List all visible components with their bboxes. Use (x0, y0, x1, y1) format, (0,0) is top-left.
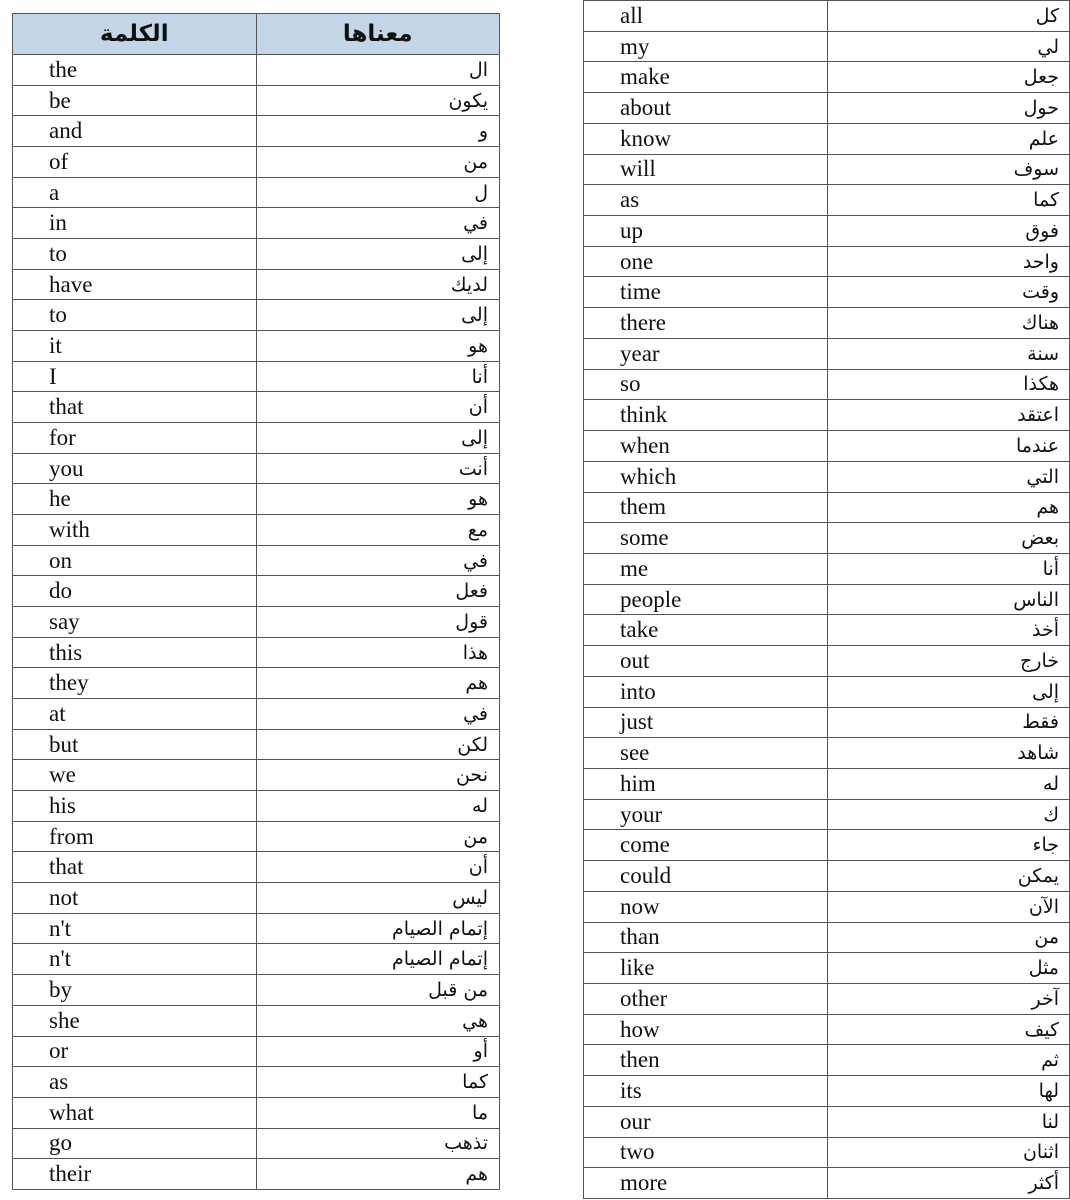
arabic-meaning-cell: كل (828, 1, 1070, 32)
arabic-meaning-cell: وقت (828, 277, 1070, 308)
table-row (584, 922, 1070, 953)
table-row (13, 116, 500, 147)
arabic-meaning-cell: من (256, 147, 500, 178)
arabic-meaning-cell: لنا (828, 1106, 1070, 1137)
english-word-cell: as (584, 185, 828, 216)
table-row (13, 607, 500, 638)
english-word-cell: have (13, 269, 257, 300)
table-header-row (13, 14, 500, 55)
english-word-cell: with (13, 515, 257, 546)
table-row (584, 891, 1070, 922)
table-row (584, 277, 1070, 308)
vocabulary-table-left (12, 13, 500, 1190)
table-row (13, 55, 500, 86)
table-row (13, 1036, 500, 1067)
table-row (13, 1067, 500, 1098)
english-word-cell: she (13, 1005, 257, 1036)
table-row (584, 1045, 1070, 1076)
english-word-cell: that (13, 852, 257, 883)
table-row (584, 62, 1070, 93)
arabic-meaning-cell: أنا (828, 553, 1070, 584)
table-row (584, 707, 1070, 738)
table-row (584, 984, 1070, 1015)
table-row (13, 883, 500, 914)
english-word-cell: not (13, 883, 257, 914)
arabic-meaning-cell: أكثر (828, 1168, 1070, 1199)
table-row (584, 584, 1070, 615)
arabic-meaning-cell: سوف (828, 154, 1070, 185)
arabic-meaning-cell: واحد (828, 246, 1070, 277)
arabic-meaning-cell: له (828, 768, 1070, 799)
english-word-cell: than (584, 922, 828, 953)
table-row (584, 154, 1070, 185)
arabic-meaning-cell: في (256, 545, 500, 576)
english-word-cell: a (13, 177, 257, 208)
table-row (584, 1106, 1070, 1137)
table-row (584, 646, 1070, 677)
english-word-cell: how (584, 1014, 828, 1045)
table-row (13, 944, 500, 975)
arabic-meaning-cell: مثل (828, 953, 1070, 984)
arabic-meaning-cell: هي (256, 1005, 500, 1036)
english-word-cell: year (584, 338, 828, 369)
table-row (584, 553, 1070, 584)
table-row (13, 576, 500, 607)
english-word-cell: my (584, 31, 828, 62)
english-word-cell: his (13, 791, 257, 822)
table-row (13, 1159, 500, 1190)
table-row (13, 821, 500, 852)
english-word-cell: do (13, 576, 257, 607)
english-word-cell: so (584, 369, 828, 400)
table-row (584, 400, 1070, 431)
arabic-meaning-cell: أنا (256, 361, 500, 392)
table-row (584, 799, 1070, 830)
english-word-cell: will (584, 154, 828, 185)
arabic-meaning-cell: هم (256, 668, 500, 699)
table-row (584, 523, 1070, 554)
table-row (13, 239, 500, 270)
english-word-cell: make (584, 62, 828, 93)
table-row (13, 453, 500, 484)
table-row (13, 269, 500, 300)
table-row (584, 185, 1070, 216)
english-word-cell: that (13, 392, 257, 423)
english-word-cell: know (584, 123, 828, 154)
english-word-cell: people (584, 584, 828, 615)
arabic-meaning-cell: حول (828, 93, 1070, 124)
arabic-meaning-cell: من (828, 922, 1070, 953)
arabic-meaning-cell: ك (828, 799, 1070, 830)
english-word-cell: as (13, 1067, 257, 1098)
arabic-meaning-cell: خارج (828, 646, 1070, 677)
table-row (13, 423, 500, 454)
english-word-cell: he (13, 484, 257, 515)
english-word-cell: for (13, 423, 257, 454)
table-row (13, 729, 500, 760)
english-word-cell: into (584, 676, 828, 707)
english-word-cell: n't (13, 913, 257, 944)
english-word-cell: I (13, 361, 257, 392)
english-word-cell: when (584, 431, 828, 462)
table-row (584, 1014, 1070, 1045)
table-row (584, 615, 1070, 646)
table-row (13, 300, 500, 331)
arabic-meaning-cell: الآن (828, 891, 1070, 922)
english-word-cell: and (13, 116, 257, 147)
table-row (584, 93, 1070, 124)
table-row (584, 768, 1070, 799)
english-word-cell: see (584, 738, 828, 769)
arabic-meaning-cell: ليس (256, 883, 500, 914)
english-word-cell: of (13, 147, 257, 178)
english-word-cell: take (584, 615, 828, 646)
arabic-meaning-cell: ل (256, 177, 500, 208)
english-word-cell: me (584, 553, 828, 584)
table-row (13, 913, 500, 944)
english-word-cell: n't (13, 944, 257, 975)
english-word-cell: two (584, 1137, 828, 1168)
arabic-meaning-cell: أن (256, 852, 500, 883)
english-word-cell: what (13, 1097, 257, 1128)
table-row (13, 331, 500, 362)
arabic-meaning-cell: أن (256, 392, 500, 423)
english-word-cell: out (584, 646, 828, 677)
english-word-cell: some (584, 523, 828, 554)
table-row (584, 216, 1070, 247)
arabic-meaning-cell: شاهد (828, 738, 1070, 769)
table-row (584, 308, 1070, 339)
english-word-cell: about (584, 93, 828, 124)
english-word-cell: them (584, 492, 828, 523)
table-body-right (584, 1, 1070, 1199)
table-row (13, 975, 500, 1006)
english-word-cell: but (13, 729, 257, 760)
english-word-cell: just (584, 707, 828, 738)
table-row (13, 699, 500, 730)
table-row (13, 852, 500, 883)
arabic-meaning-cell: هم (256, 1159, 500, 1190)
arabic-meaning-cell: اثنان (828, 1137, 1070, 1168)
english-word-cell: there (584, 308, 828, 339)
english-word-cell: from (13, 821, 257, 852)
arabic-meaning-cell: جاء (828, 830, 1070, 861)
arabic-meaning-cell: التي (828, 461, 1070, 492)
arabic-meaning-cell: آخر (828, 984, 1070, 1015)
english-word-cell: in (13, 208, 257, 239)
arabic-meaning-cell: إلى (256, 300, 500, 331)
arabic-meaning-cell: إتمام الصيام (256, 944, 500, 975)
table-row (13, 177, 500, 208)
arabic-meaning-cell: هو (256, 331, 500, 362)
table-row (584, 676, 1070, 707)
arabic-meaning-cell: اعتقد (828, 400, 1070, 431)
table-row (584, 123, 1070, 154)
english-word-cell: all (584, 1, 828, 32)
arabic-meaning-cell: إلى (256, 239, 500, 270)
table-row (13, 760, 500, 791)
arabic-meaning-cell: أخذ (828, 615, 1070, 646)
arabic-meaning-cell: إتمام الصيام (256, 913, 500, 944)
table-row (584, 338, 1070, 369)
english-word-cell: you (13, 453, 257, 484)
vocabulary-table-right (583, 0, 1070, 1199)
table-row (584, 1, 1070, 32)
table-row (584, 461, 1070, 492)
table-row (13, 361, 500, 392)
english-word-cell: him (584, 768, 828, 799)
table-row (13, 668, 500, 699)
arabic-meaning-cell: فعل (256, 576, 500, 607)
english-word-cell: come (584, 830, 828, 861)
english-word-cell: its (584, 1076, 828, 1107)
table-row (584, 246, 1070, 277)
arabic-meaning-cell: علم (828, 123, 1070, 154)
english-word-cell: it (13, 331, 257, 362)
table-row (584, 1137, 1070, 1168)
arabic-meaning-cell: أنت (256, 453, 500, 484)
table-row (13, 392, 500, 423)
table-row (584, 492, 1070, 523)
table-row (13, 637, 500, 668)
english-word-cell: at (13, 699, 257, 730)
table-row (13, 147, 500, 178)
table-row (13, 1005, 500, 1036)
table-row (584, 861, 1070, 892)
english-word-cell: more (584, 1168, 828, 1199)
english-word-cell: which (584, 461, 828, 492)
arabic-meaning-cell: تذهب (256, 1128, 500, 1159)
table-row (584, 953, 1070, 984)
english-word-cell: by (13, 975, 257, 1006)
english-word-cell: your (584, 799, 828, 830)
table-row (584, 830, 1070, 861)
arabic-meaning-cell: إلى (256, 423, 500, 454)
arabic-meaning-cell: عندما (828, 431, 1070, 462)
arabic-meaning-cell: ال (256, 55, 500, 86)
table-row (13, 1128, 500, 1159)
english-word-cell: time (584, 277, 828, 308)
table-row (13, 1097, 500, 1128)
header-meaning: معناها (256, 14, 500, 55)
english-word-cell: then (584, 1045, 828, 1076)
arabic-meaning-cell: قول (256, 607, 500, 638)
english-word-cell: to (13, 300, 257, 331)
arabic-meaning-cell: فقط (828, 707, 1070, 738)
english-word-cell: think (584, 400, 828, 431)
arabic-meaning-cell: الناس (828, 584, 1070, 615)
english-word-cell: on (13, 545, 257, 576)
table-body-left (13, 55, 500, 1190)
arabic-meaning-cell: ما (256, 1097, 500, 1128)
english-word-cell: be (13, 85, 257, 116)
arabic-meaning-cell: كما (256, 1067, 500, 1098)
arabic-meaning-cell: بعض (828, 523, 1070, 554)
arabic-meaning-cell: هم (828, 492, 1070, 523)
arabic-meaning-cell: من قبل (256, 975, 500, 1006)
english-word-cell: go (13, 1128, 257, 1159)
table-row (13, 791, 500, 822)
table-row (13, 545, 500, 576)
table-row (13, 208, 500, 239)
arabic-meaning-cell: لها (828, 1076, 1070, 1107)
english-word-cell: up (584, 216, 828, 247)
arabic-meaning-cell: سنة (828, 338, 1070, 369)
english-word-cell: they (13, 668, 257, 699)
arabic-meaning-cell: هذا (256, 637, 500, 668)
arabic-meaning-cell: كيف (828, 1014, 1070, 1045)
arabic-meaning-cell: مع (256, 515, 500, 546)
arabic-meaning-cell: ثم (828, 1045, 1070, 1076)
english-word-cell: now (584, 891, 828, 922)
arabic-meaning-cell: جعل (828, 62, 1070, 93)
table-row (584, 1168, 1070, 1199)
table-row (13, 484, 500, 515)
english-word-cell: their (13, 1159, 257, 1190)
english-word-cell: or (13, 1036, 257, 1067)
table-row (13, 515, 500, 546)
table-row (584, 369, 1070, 400)
english-word-cell: say (13, 607, 257, 638)
arabic-meaning-cell: نحن (256, 760, 500, 791)
arabic-meaning-cell: فوق (828, 216, 1070, 247)
arabic-meaning-cell: هكذا (828, 369, 1070, 400)
arabic-meaning-cell: لي (828, 31, 1070, 62)
table-row (13, 85, 500, 116)
arabic-meaning-cell: أو (256, 1036, 500, 1067)
arabic-meaning-cell: يمكن (828, 861, 1070, 892)
arabic-meaning-cell: لكن (256, 729, 500, 760)
arabic-meaning-cell: إلى (828, 676, 1070, 707)
arabic-meaning-cell: في (256, 208, 500, 239)
english-word-cell: the (13, 55, 257, 86)
arabic-meaning-cell: هناك (828, 308, 1070, 339)
english-word-cell: other (584, 984, 828, 1015)
arabic-meaning-cell: يكون (256, 85, 500, 116)
arabic-meaning-cell: من (256, 821, 500, 852)
table-row (584, 31, 1070, 62)
english-word-cell: to (13, 239, 257, 270)
arabic-meaning-cell: هو (256, 484, 500, 515)
table-row (584, 738, 1070, 769)
arabic-meaning-cell: و (256, 116, 500, 147)
table-row (584, 1076, 1070, 1107)
header-word: الكلمة (13, 14, 257, 55)
english-word-cell: like (584, 953, 828, 984)
arabic-meaning-cell: في (256, 699, 500, 730)
arabic-meaning-cell: كما (828, 185, 1070, 216)
english-word-cell: one (584, 246, 828, 277)
english-word-cell: this (13, 637, 257, 668)
arabic-meaning-cell: لديك (256, 269, 500, 300)
english-word-cell: we (13, 760, 257, 791)
table-row (584, 431, 1070, 462)
arabic-meaning-cell: له (256, 791, 500, 822)
english-word-cell: our (584, 1106, 828, 1137)
english-word-cell: could (584, 861, 828, 892)
